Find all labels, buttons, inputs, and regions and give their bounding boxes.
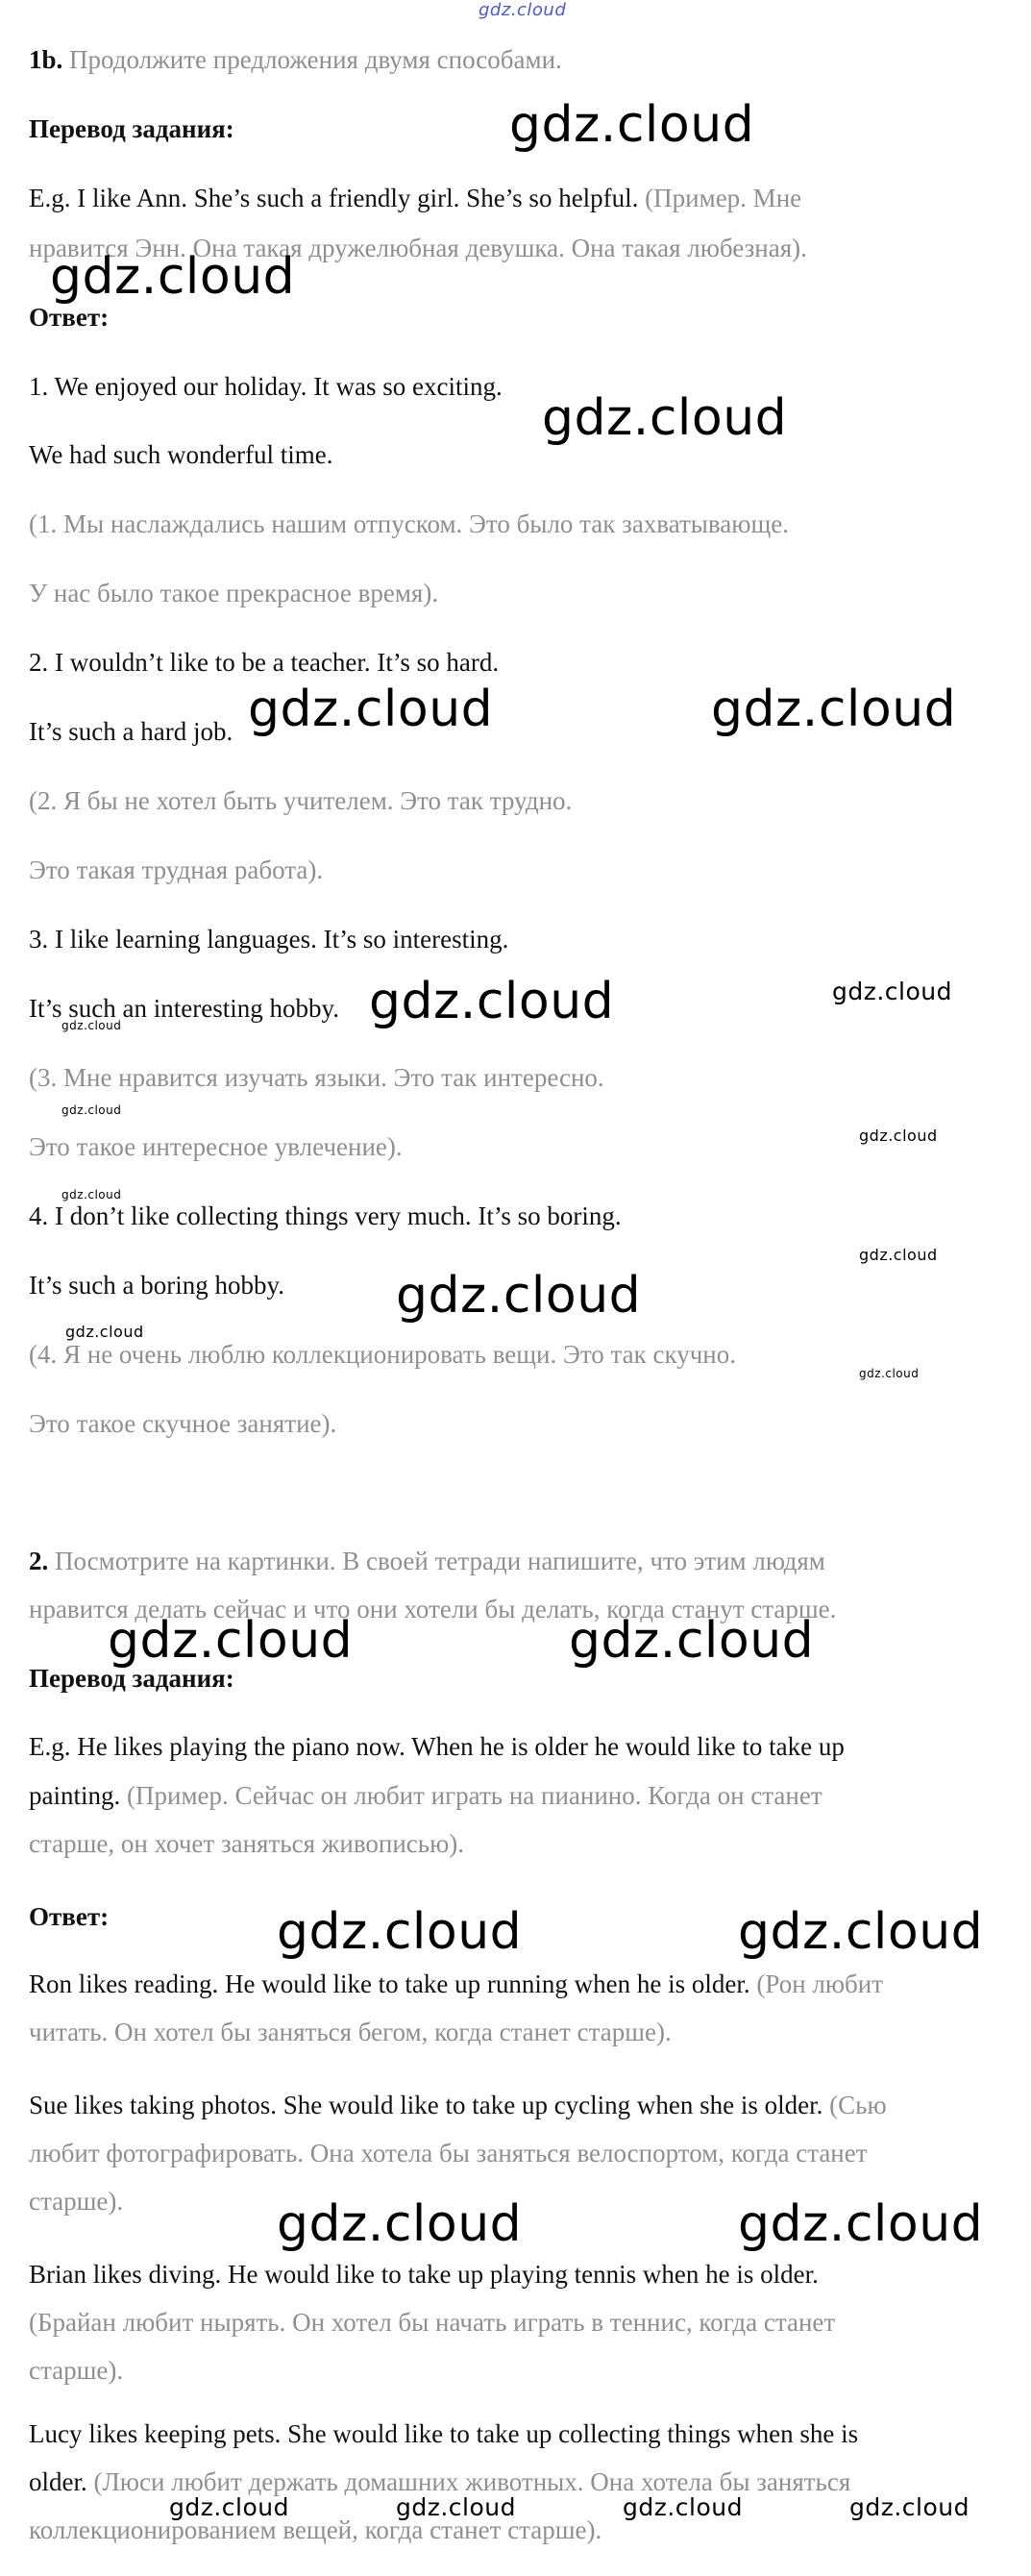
item-ru-line: Это такое скучное занятие).: [29, 1409, 337, 1438]
watermark: gdz.cloud: [248, 681, 494, 738]
watermark: gdz.cloud: [542, 389, 788, 447]
task-number: 2.: [29, 1547, 49, 1575]
item-en-line: We had such wonderful time.: [29, 440, 333, 469]
example-line: [29, 181, 999, 215]
watermark: gdz.cloud: [61, 1103, 122, 1117]
translation-heading: Перевод задания:: [29, 114, 234, 143]
item-en-line: 4. I don’t like collecting things very much. It’s so boring.: [29, 1201, 622, 1230]
answer-line: [29, 2088, 999, 2122]
answer-ru-line: (Брайан любит нырять. Он хотел бы начать играть в теннис, когда станет: [29, 2308, 836, 2337]
watermark: gdz.cloud: [277, 2195, 523, 2253]
example-line: [29, 1778, 999, 1813]
watermark: gdz.cloud: [61, 1019, 122, 1032]
watermark: gdz.cloud: [738, 2195, 984, 2253]
task-2: [29, 1544, 999, 1578]
example-ru-line: старше, он хочет заняться живописью).: [29, 1829, 465, 1858]
watermark: gdz.cloud: [832, 978, 953, 1005]
example-ru-line: нравится Энн. Она такая дружелюбная девушка. Она такая любезная).: [29, 234, 807, 262]
watermark: gdz.cloud: [108, 1612, 354, 1670]
example-ru: (Пример. Мне: [645, 184, 802, 212]
watermark: gdz.cloud: [369, 973, 615, 1030]
watermark: gdz.cloud: [509, 96, 755, 154]
item-ru-line: (2. Я бы не хотел быть учителем. Это так трудно.: [29, 786, 573, 815]
item-ru-line: Это такая трудная работа).: [29, 855, 324, 884]
answer-en-line: Lucy likes keeping pets. She would like to take up collecting things when she is: [29, 2419, 859, 2448]
item-ru-line: (3. Мне нравится изучать языки. Это так интересно.: [29, 1063, 604, 1092]
item-en-line: 3. I like learning languages. It’s so interesting.: [29, 925, 509, 954]
watermark: gdz.cloud: [50, 248, 296, 306]
watermark: gdz.cloud: [623, 2493, 744, 2521]
example-en: E.g. I like Ann. She’s such a friendly girl. She’s so helpful.: [29, 184, 639, 212]
header-watermark: gdz.cloud: [479, 0, 567, 20]
item-en-line: It’s such an interesting hobby.: [29, 994, 339, 1023]
task-text: Продолжите предложения двумя способами.: [69, 45, 562, 74]
item-ru-line: Это такое интересное увлечение).: [29, 1132, 403, 1161]
item-en-line: 1. We enjoyed our holiday. It was so exciting.: [29, 372, 503, 401]
answer-ru-line: старше).: [29, 2187, 124, 2216]
watermark: gdz.cloud: [849, 2493, 970, 2521]
example-en-line: E.g. He likes playing the piano now. When he is older he would like to take up: [29, 1732, 845, 1761]
item-ru-line: (1. Мы наслаждались нашим отпуском. Это было так захватывающе.: [29, 509, 789, 538]
example-en: painting.: [29, 1781, 121, 1810]
watermark: gdz.cloud: [738, 1903, 984, 1961]
answer-en: Ron likes reading. He would like to take up running when he is older.: [29, 1969, 750, 1998]
watermark: gdz.cloud: [61, 1188, 122, 1201]
item-en-line: It’s such a boring hobby.: [29, 1271, 284, 1300]
answer-ru: (Сью: [829, 2091, 887, 2119]
task-1b: [29, 42, 999, 77]
answer-line: [29, 1967, 999, 2001]
answer-ru: (Рон любит: [756, 1969, 884, 1998]
watermark: gdz.cloud: [169, 2493, 290, 2521]
watermark: gdz.cloud: [569, 1612, 815, 1670]
example-ru: (Пример. Сейчас он любит играть на пианино. Когда он станет: [127, 1781, 822, 1810]
item-en-line: 2. I wouldn’t like to be a teacher. It’s so hard.: [29, 648, 500, 677]
item-en-line: It’s such a hard job.: [29, 717, 233, 746]
task-number: 1b.: [29, 45, 63, 74]
answer-en-line: Brian likes diving. He would like to take up playing tennis when he is older.: [29, 2260, 819, 2289]
answer-ru: (Люси любит держать домашних животных. Она хотела бы заняться: [93, 2467, 851, 2496]
item-ru-line: У нас было такое прекрасное время).: [29, 579, 439, 607]
watermark: gdz.cloud: [859, 1127, 938, 1145]
watermark: gdz.cloud: [711, 681, 957, 738]
watermark: gdz.cloud: [859, 1246, 938, 1264]
answer-ru-line: любит фотографировать. Она хотела бы заняться велоспортом, когда станет: [29, 2139, 868, 2167]
answer-en: Sue likes taking photos. She would like to take up cycling when she is older.: [29, 2091, 823, 2119]
answer-ru-line: коллекционированием вещей, когда станет старше).: [29, 2515, 602, 2544]
answer-en: older.: [29, 2467, 87, 2496]
task-text-line: нравится делать сейчас и что они хотели бы делать, когда станут старше.: [29, 1595, 837, 1623]
answer-heading: Ответ:: [29, 1902, 110, 1931]
answer-heading: Ответ:: [29, 303, 110, 332]
watermark: gdz.cloud: [65, 1323, 144, 1341]
task-text: Посмотрите на картинки. В своей тетради напишите, что этим людям: [55, 1547, 825, 1575]
answer-ru-line: старше).: [29, 2356, 124, 2385]
translation-heading: Перевод задания:: [29, 1664, 234, 1693]
watermark: gdz.cloud: [859, 1367, 920, 1380]
item-ru-line: (4. Я не очень люблю коллекционировать вещи. Это так скучно.: [29, 1340, 737, 1369]
watermark: gdz.cloud: [277, 1903, 523, 1961]
watermark: gdz.cloud: [396, 2493, 517, 2521]
watermark: gdz.cloud: [396, 1267, 642, 1325]
answer-ru-line: читать. Он хотел бы заняться бегом, когда станет старше).: [29, 2018, 672, 2046]
